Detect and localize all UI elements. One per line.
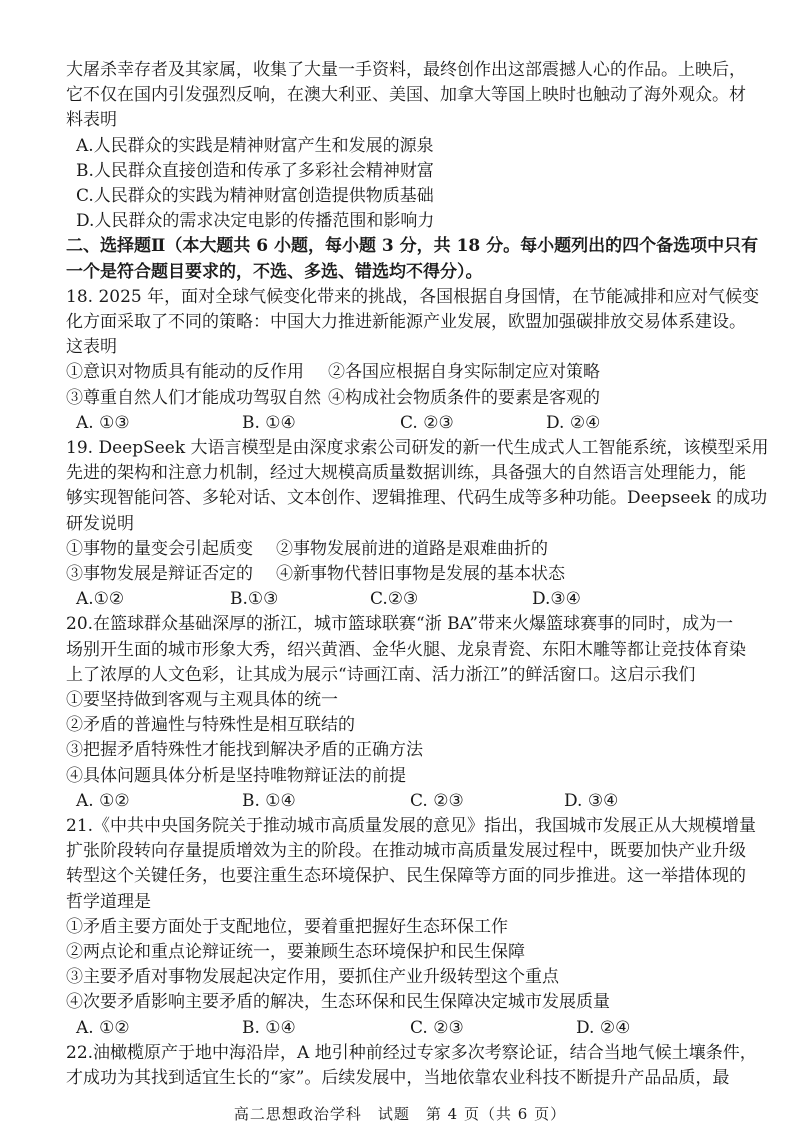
q19-choice-a: A.①②: [76, 589, 125, 610]
q19-statement: ④新事物代替旧事物是发展的基本状态: [276, 564, 565, 584]
q19-choice-b: B.①③: [230, 589, 279, 610]
q20-statement: ②矛盾的普遍性与特殊性是相互联结的: [66, 715, 355, 736]
q19-stem-line: 研发说明: [66, 513, 134, 534]
q20-statement: ④具体问题具体分析是坚持唯物辩证法的前提: [66, 765, 406, 786]
q20-choice-b: B. ①④: [242, 790, 296, 811]
section-heading: 一个是符合题目要求的，不选、多选、错选均不得分）。: [66, 261, 483, 282]
q17-text-line: 料表明: [66, 110, 117, 131]
q18-statement: ④构成社会物质条件的要素是客观的: [328, 387, 600, 408]
q21-choice-c: C. ②③: [410, 1017, 464, 1038]
q19-statement: ②事物发展前进的道路是艰难曲折的: [276, 538, 548, 559]
q19-statement: ①事物的量变会引起质变: [66, 538, 253, 559]
q21-choice-d: D. ②④: [576, 1017, 631, 1038]
q20-stem-line: 场别开生面的城市形象大秀，绍兴黄酒、金华火腿、龙泉青瓷、东阳木雕等都让竞技体育染: [66, 639, 746, 660]
q18-stem-line: 这表明: [66, 337, 117, 358]
q19-stem-line: 19. DeepSeek 大语言模型是由深度求索公司研发的新一代生成式人工智能系统，该模型采用: [66, 438, 769, 458]
q18-stem-line: 化方面采取了不同的策略：中国大力推进新能源产业发展，欧盟加强碳排放交易体系建设。: [66, 312, 746, 332]
q21-choice-b: B. ①④: [242, 1017, 296, 1038]
q17-option-c: C.人民群众的实践为精神财富创造提供物质基础: [76, 186, 434, 206]
q18-statement: ③尊重自然人们才能成功驾驭自然: [66, 387, 321, 408]
q21-stem-line: 哲学道理是: [66, 891, 151, 912]
q21-statement: ①矛盾主要方面处于支配地位，要着重把握好生态环保工作: [66, 916, 508, 937]
q21-statement: ③主要矛盾对事物发展起决定作用，要抓住产业升级转型这个重点: [66, 967, 559, 988]
q17-text-line: 大屠杀幸存者及其家属，收集了大量一手资料，最终创作出这部震撼人心的作品。上映后，: [66, 60, 746, 80]
q21-choice-a: A. ①②: [76, 1017, 130, 1038]
q19-stem-line: 够实现智能问答、多轮对话、文本创作、逻辑推理、代码生成等多种功能。Deepseek 的成功: [66, 488, 768, 509]
q21-stem-line: 扩张阶段转向存量提质增效为主的阶段。在推动城市高质量发展过程中，既要加快产业升级: [66, 841, 746, 862]
q18-choice-a: A. ①③: [76, 412, 130, 433]
q17-option-d: D.人民群众的需求决定电影的传播范围和影响力: [76, 211, 435, 232]
q18-statement: ①意识对物质具有能动的反作用: [66, 362, 304, 383]
q19-choice-d: D.③④: [532, 589, 581, 610]
q20-choice-d: D. ③④: [564, 790, 619, 811]
q20-stem-line: 20.在篮球群众基础深厚的浙江，城市篮球联赛“浙 BA”带来火爆篮球赛事的同时，成为一: [66, 614, 734, 635]
q18-stem-line: 18. 2025 年，面对全球气候变化带来的挑战，各国根据自身国情，在节能减排和应对气候变: [66, 286, 760, 307]
page-footer: 高二思想政治学科 试题 第 4 页（共 6 页）: [233, 1105, 567, 1124]
q19-statement: ③事物发展是辩证否定的: [66, 564, 253, 584]
q17-option-b: B.人民群众直接创造和传承了多彩社会精神财富: [76, 160, 434, 181]
q18-choice-d: D. ②④: [546, 412, 601, 433]
q22-stem-line: 22.油橄榄原产于地中海沿岸，A 地引种前经过专家多次考察论证，结合当地气候土壤条件，: [66, 1042, 757, 1063]
q17-text-line: 它不仅在国内引发强烈反响，在澳大利亚、美国、加拿大等国上映时也触动了海外观众。材: [66, 85, 746, 106]
q20-choice-c: C. ②③: [410, 790, 464, 811]
q21-stem-line: 转型这个关键任务，也要注重生态环境保护、民生保障等方面的同步推进。这一举措体现的: [66, 866, 746, 887]
q20-choice-a: A. ①②: [76, 790, 130, 811]
q18-choice-c: C. ②③: [400, 412, 454, 433]
q21-statement: ④次要矛盾影响主要矛盾的解决，生态环保和民生保障决定城市发展质量: [66, 992, 610, 1013]
q20-statement: ③把握矛盾特殊性才能找到解决矛盾的正确方法: [66, 740, 423, 761]
section-heading: 二、选择题Ⅱ（本大题共 6 小题，每小题 3 分，共 18 分。每小题列出的四个备选项中只有: [66, 236, 759, 257]
q18-choice-b: B. ①④: [242, 412, 296, 433]
q19-stem-line: 先进的架构和注意力机制，经过大规模高质量数据训练，具备强大的自然语言处理能力，能: [66, 463, 746, 484]
q21-statement: ②两点论和重点论辩证统一，要兼顾生态环境保护和民生保障: [66, 942, 525, 962]
q20-stem-line: 上了浓厚的人文色彩，让其成为展示“诗画江南、活力浙江”的鲜活窗口。这启示我们: [66, 664, 696, 685]
q20-statement: ①要坚持做到客观与主观具体的统一: [66, 690, 338, 710]
q21-stem-line: 21.《中共中央国务院关于推动城市高质量发展的意见》指出，我国城市发展正从大规模增量: [66, 816, 757, 836]
q17-option-a: A.人民群众的实践是精神财富产生和发展的源泉: [76, 135, 434, 156]
q18-statement: ②各国应根据自身实际制定应对策略: [328, 362, 600, 383]
q22-stem-line: 才成功为其找到适宜生长的“家”。后续发展中，当地依靠农业科技不断提升产品品质，最: [66, 1068, 730, 1088]
q19-choice-c: C.②③: [370, 589, 419, 610]
